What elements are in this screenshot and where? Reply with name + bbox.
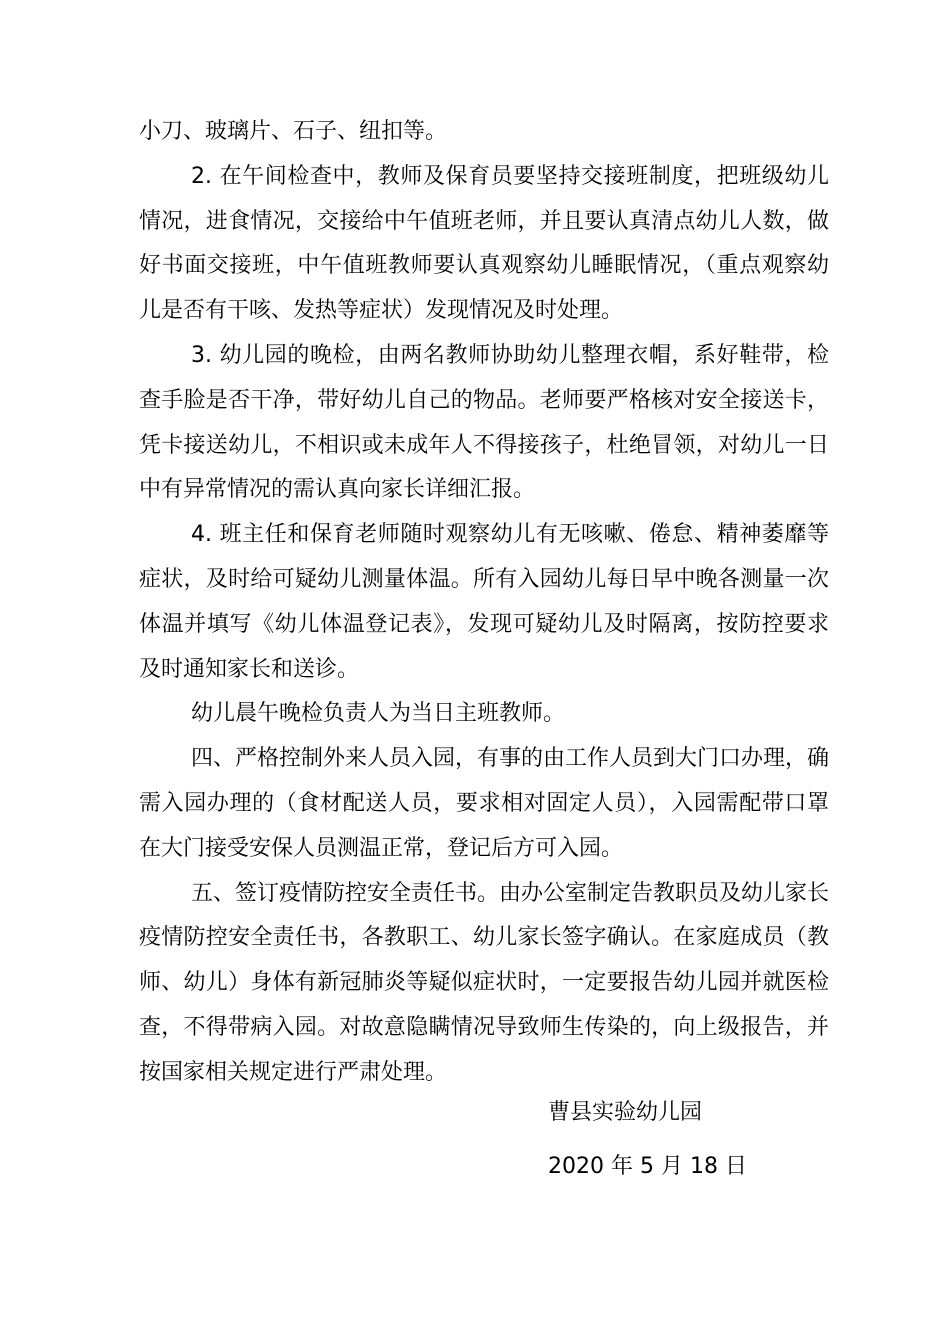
- paragraph-responsible-person: 幼儿晨午晚检负责人为当日主班教师。: [191, 701, 566, 727]
- paragraph-noon-check: 2. 在午间检查中，教师及保育员要坚持交接班制度，把班级幼儿情况，进食情况，交接给中午值班老师，并且要认真清点幼儿人数，做好书面交接班，中午值班教师要认真观察幼儿睡眠情况，（重点观察幼儿是否有干咳、发热等症状）发现情况及时处理。: [139, 163, 829, 324]
- paragraph-temperature-check: 4. 班主任和保育老师随时观察幼儿有无咳嗽、倦怠、精神萎靡等症状，及时给可疑幼儿测量体温。所有入园幼儿每日早中晚各测量一次体温并填写《幼儿体温登记表》，发现可疑幼儿及时隔离，按防控要求及时通知家长和送诊。: [139, 522, 829, 682]
- paragraph-visitor-control: 四、严格控制外来人员入园，有事的由工作人员到大门口办理，确需入园办理的（食材配送人员，要求相对固定人员），入园需配带口罩在大门接受安保人员测温正常，登记后方可入园。: [139, 746, 830, 861]
- paragraph-responsibility-letter: 五、签订疫情防控安全责任书。由办公室制定告教职员及幼儿家长疫情防控安全责任书，各教职工、幼儿家长签字确认。在家庭成员（教师、幼儿）身体有新冠肺炎等疑似症状时，一定要报告幼儿园并就医检查，不得带病入园。对故意隐瞒情况导致师生传染的，向上级报告，并按国家相关规定进行严肃处理。: [139, 880, 830, 1085]
- paragraph-continuation: 小刀、玻璃片、石子、纽扣等。: [139, 119, 448, 144]
- signature-organization: 曹县实验幼儿园: [548, 1100, 703, 1125]
- paragraph-evening-check: 3. 幼儿园的晚检，由两名教师协助幼儿整理衣帽，系好鞋带，检查手脸是否干净，带好幼儿自己的物品。老师要严格核对安全接送卡，凭卡接送幼儿，不相识或未成年人不得接孩子，杜绝冒领，对幼儿一日中有异常情况的需认真向家长详细汇报。: [139, 342, 829, 503]
- document-body: [139, 110, 829, 1096]
- signature-date: 2020 年 5 月 18 日: [548, 1154, 747, 1179]
